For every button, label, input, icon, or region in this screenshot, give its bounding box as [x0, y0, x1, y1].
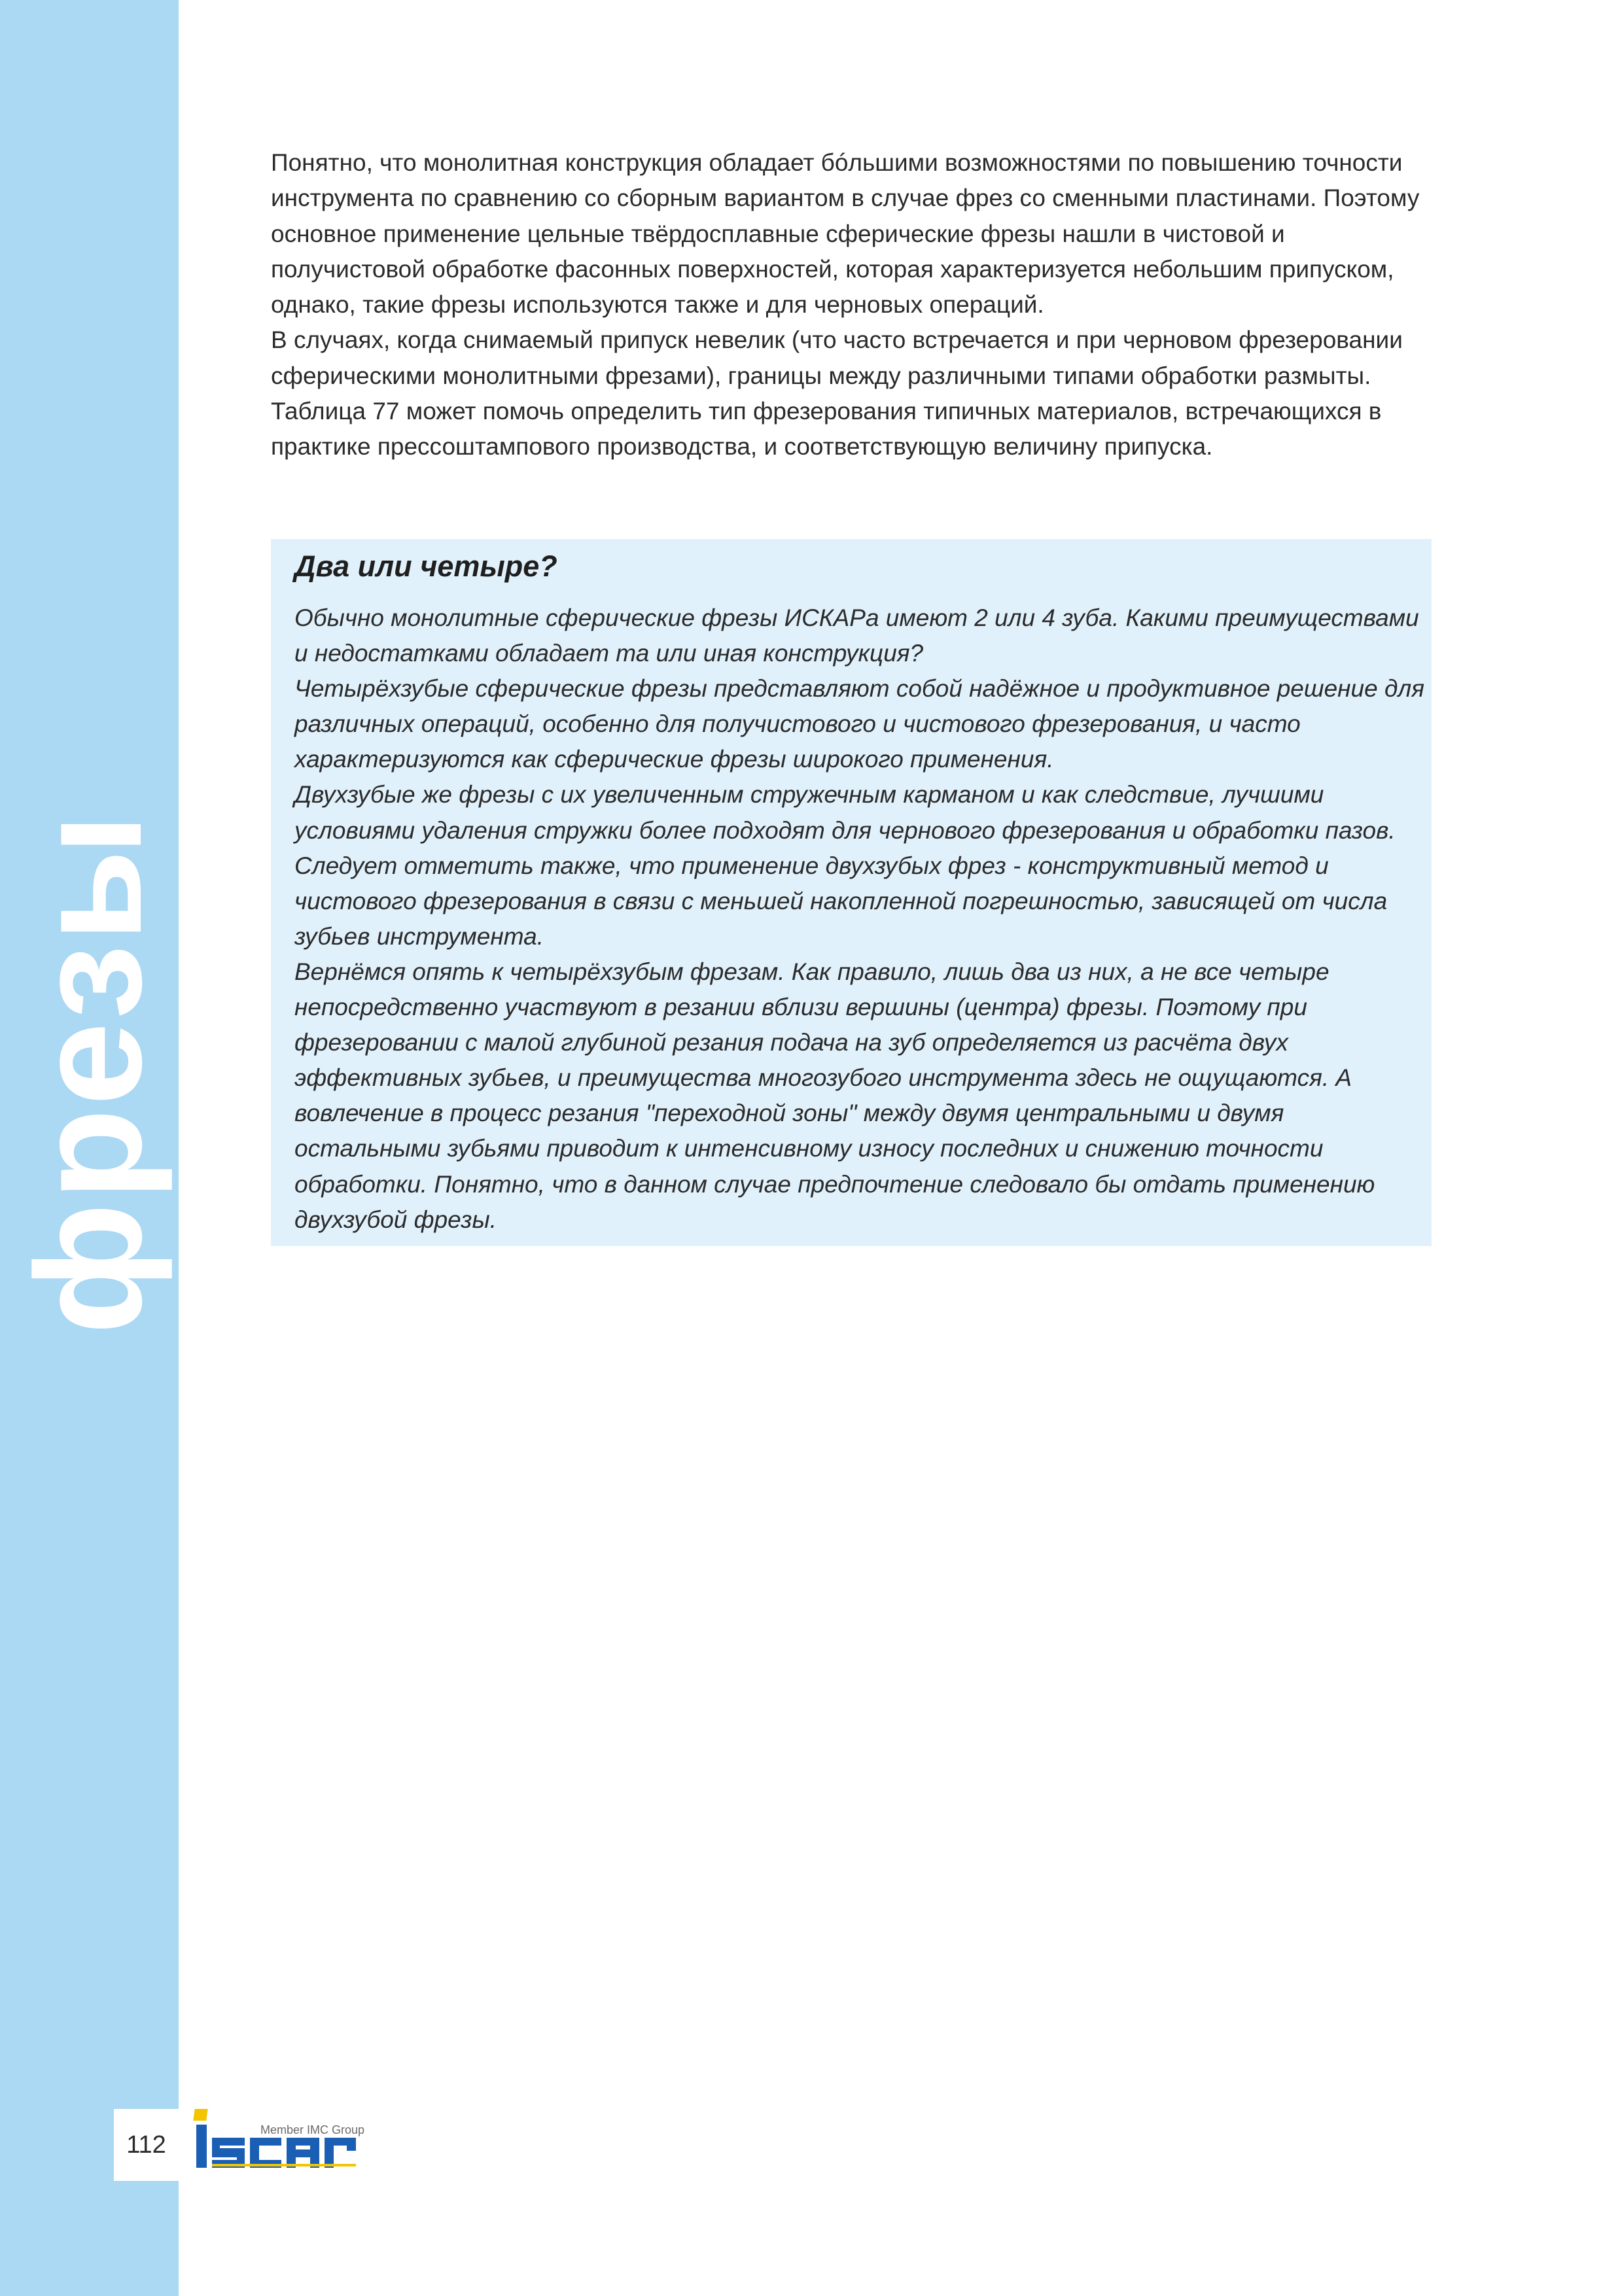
logo-letter-r: [325, 2138, 356, 2168]
intro-text: [271, 145, 1442, 465]
side-band: [0, 0, 179, 2296]
info-paragraph: Четырёхзубые сферические фрезы представляют собой надёжное и продуктивное решение для различных операций, особенно для получистового и чистового фрезерования, и часто характеризуются как сферические фрезы широкого применения.: [294, 675, 1425, 773]
info-paragraph: Обычно монолитные сферические фрезы ИСКАРа имеют 2 или 4 зуба. Какими преимуществами и недостатками обладает та или иная конструкция?: [294, 604, 1419, 667]
info-paragraph: Вернёмся опять к четырёхзубым фрезам. Как правило, лишь два из них, а не все четыре непосредственно участвуют в резании вблизи вершины (центра) фрезы. Поэтому при фрезеровании с малой глубиной резания подача на зуб определяется из расчёта двух эффективных зубьев, и преимущества многозубого инструмента здесь не ощущаются. А вовлечение в процесс резания "переходной зоны" между двумя центральными и двумя остальными зубьями приводит к интенсивному износу последних и снижению точности обработки. Понятно, что в данном случае предпочтение следовало бы отдать применению двухзубой фрезы.: [294, 958, 1375, 1233]
logo-letter-a: [287, 2138, 319, 2168]
info-box: [271, 539, 1432, 1246]
logo-letter-c: [250, 2138, 281, 2168]
info-paragraph: Двухзубые же фрезы с их увеличенным стружечным карманом и как следствие, лучшими условиями удаления стружки более подходят для чернового фрезерования и обработки пазов. Следует отметить также, что применение двухзубых фрез - конструктивный метод и чистового фрезерования в связи с меньшей накопленной погрешностью, зависящей от числа зубьев инструмента.: [294, 781, 1396, 950]
page-number-box: [114, 2109, 179, 2181]
logo-letter-i-dot: [193, 2109, 208, 2121]
logo-letter-i-stem: [196, 2125, 207, 2168]
iscar-logo: [192, 2108, 389, 2186]
info-box-body: [294, 600, 1433, 1238]
logo-accent-bar: [212, 2164, 356, 2166]
info-box-title: Два или четыре?: [294, 549, 557, 583]
intro-paragraph: Понятно, что монолитная конструкция обладает бóльшими возможностями по повышению точности инструмента по сравнению со сборным вариантом в случае фрез со сменными пластинами. Поэтому основное применение цельные твёрдосплавные сферические фрезы нашли в чистовой и получистовой обработке фасонных поверхностей, которая характеризуется небольшим припуском, однако, такие фрезы используются также и для черновых операций.: [271, 149, 1420, 319]
page-number: 112: [126, 2131, 166, 2159]
section-title-vertical: фрезы: [5, 810, 173, 1335]
intro-paragraph: В случаях, когда снимаемый припуск невелик (что часто встречается и при черновом фрезеровании сферическими монолитными фрезами), границы между различными типами обработки размыты. Таблица 77 может помочь определить тип фрезерования типичных материалов, встречающихся в практике прессоштампового производства, и соответствующую величину припуска.: [271, 326, 1403, 461]
logo-tagline: Member IMC Group: [260, 2123, 365, 2136]
logo-letter-s: [212, 2138, 245, 2168]
